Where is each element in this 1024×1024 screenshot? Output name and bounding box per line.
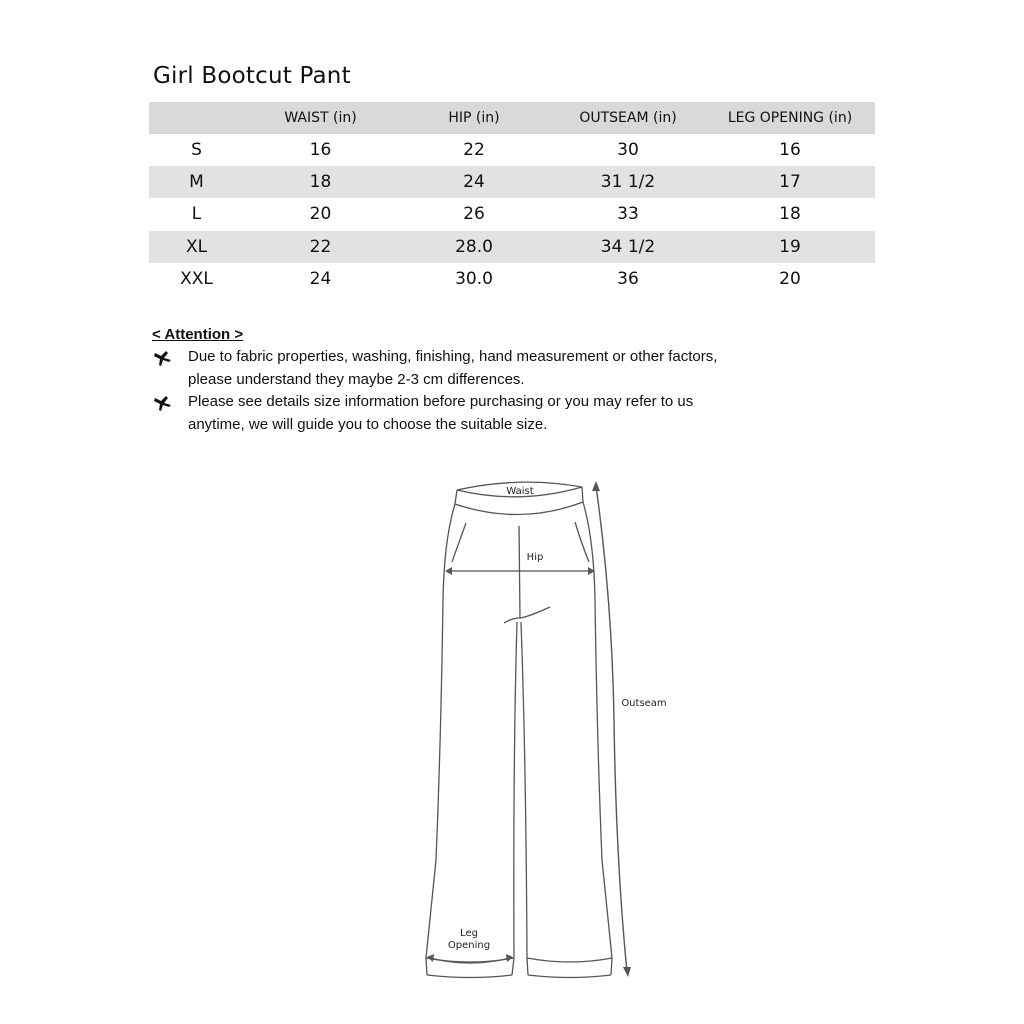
- header-hip: HIP (in): [397, 102, 551, 134]
- leg-opening-cell: 16: [779, 140, 801, 161]
- hip-cell: 28.0: [397, 231, 551, 263]
- outseam-cell: 31 1/2: [551, 166, 705, 198]
- leg-opening-cell: 17: [705, 166, 875, 198]
- header-outseam: OUTSEAM (in): [551, 102, 705, 134]
- header-leg-opening: LEG OPENING (in): [705, 102, 875, 134]
- size-cell: L: [191, 204, 202, 225]
- size-cell: S: [191, 140, 202, 161]
- leg-opening-label-line1: Leg: [460, 928, 478, 939]
- note-line: Please see details size information before purchasing or you may refer to us: [188, 393, 694, 410]
- waist-cell: 18: [244, 166, 397, 198]
- note-line: anytime, we will guide you to choose the suitable size.: [188, 415, 548, 433]
- waist-cell: 20: [309, 204, 332, 225]
- outseam-cell: 33: [617, 204, 639, 225]
- size-cell: M: [149, 166, 244, 198]
- leg-opening-cell: 20: [779, 268, 801, 289]
- outseam-label: Outseam: [621, 698, 667, 709]
- waist-cell: 22: [244, 231, 397, 263]
- waist-cell: 16: [309, 140, 332, 161]
- hip-cell: 26: [463, 204, 485, 225]
- leg-opening-cell: 19: [705, 231, 875, 263]
- hip-label: Hip: [526, 552, 544, 563]
- pant-outline: [426, 482, 612, 977]
- hip-cell: 30.0: [455, 268, 493, 289]
- note-line: please understand they maybe 2-3 cm differences.: [188, 370, 525, 388]
- leg-opening-cell: 18: [779, 204, 801, 225]
- hip-cell: 24: [397, 166, 551, 198]
- outseam-cell: 36: [617, 268, 639, 289]
- waist-cell: 24: [309, 268, 332, 289]
- leg-opening-label-line2: Opening: [447, 940, 491, 951]
- size-cell: XL: [149, 231, 244, 263]
- note-line: Due to fabric properties, washing, finishing, hand measurement or other factors,: [188, 348, 718, 365]
- waist-label: Waist: [506, 486, 534, 497]
- page-title: Girl Bootcut Pant: [153, 63, 351, 89]
- attention-heading: < Attention >: [152, 326, 244, 343]
- outseam-cell: 30: [617, 140, 639, 161]
- header-waist: WAIST (in): [244, 102, 397, 134]
- size-cell: XXL: [180, 268, 213, 289]
- outseam-cell: 34 1/2: [551, 231, 705, 263]
- hip-cell: 22: [463, 140, 485, 161]
